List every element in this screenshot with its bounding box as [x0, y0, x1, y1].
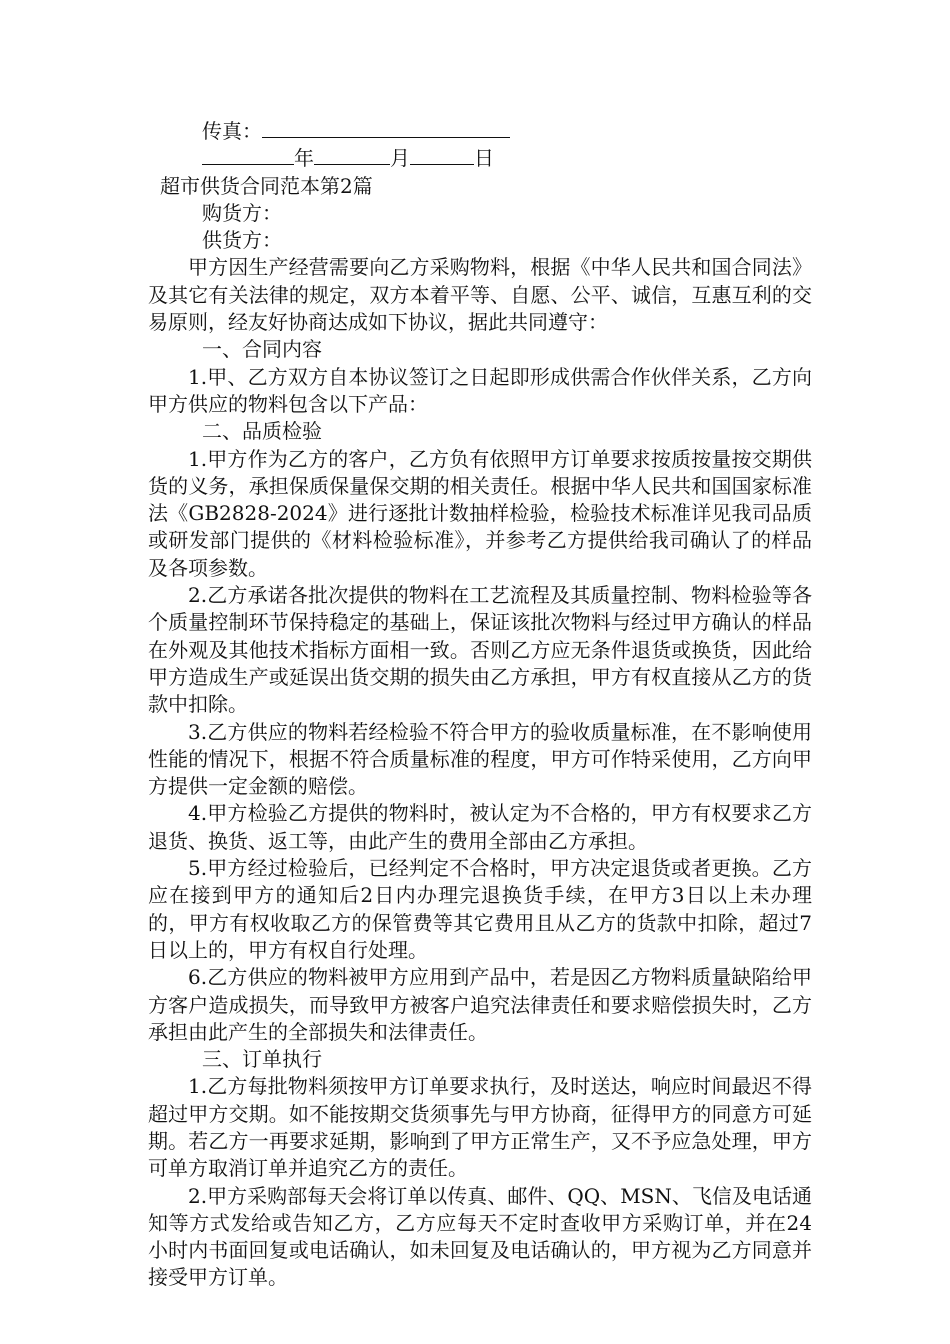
clause-paragraph: 2.乙方承诺各批次提供的物料在工艺流程及其质量控制、物料检验等各个质量控制环节保持稳定的基础上，保证该批次物料与经过甲方确认的样品在外观及其他技术指标方面相一致。否则乙方应无条件退货或换货，因此给甲方造成生产或延误出货交期的损失由乙方承担，甲方有权直接从乙方的货款中扣除。: [148, 583, 812, 717]
section-heading: 二、品质检验: [202, 419, 322, 444]
clause-paragraph: 1.甲方作为乙方的客户，乙方负有依照甲方订单要求按质按量按交期供货的义务，承担保质保量保交期的相关责任。根据中华人民共和国国家标准法《GB2828-2024》进行逐批计数抽样检验，检验技术标准详见我司品质或研发部门提供的《材料检验标准》，并参考乙方提供给我司确认了的样品及各项参数。: [148, 446, 812, 580]
month-label: 月: [390, 146, 410, 171]
clause-paragraph: 1.乙方每批物料须按甲方订单要求执行，及时送达，响应时间最迟不得超过甲方交期。如不能按期交货须事先与甲方协商，征得甲方的同意方可延期。若乙方一再要求延期，影响到了甲方正常生产，又不予应急处理，甲方可单方取消订单并追究乙方的责任。: [148, 1074, 812, 1181]
supplier-label: 供货方：: [202, 228, 282, 253]
month-blank: [314, 146, 390, 165]
clause-paragraph: 4.甲方检验乙方提供的物料时，被认定为不合格的，甲方有权要求乙方退货、换货、返工等，由此产生的费用全部由乙方承担。: [148, 801, 812, 853]
year-label: 年: [294, 146, 314, 171]
year-blank: [202, 146, 294, 165]
day-blank: [410, 146, 474, 165]
clause-paragraph: 5.甲方经过检验后，已经判定不合格时，甲方决定退货或者更换。乙方应在接到甲方的通知后2日内办理完退换货手续，在甲方3日以上未办理的，甲方有权收取乙方的保管费等其它费用且从乙方的货款中扣除，超过7日以上的，甲方有权自行处理。: [148, 856, 812, 962]
fax-label: 传真：: [202, 119, 262, 143]
buyer-label: 购货方：: [202, 200, 282, 225]
section-heading: 三、订单执行: [202, 1047, 322, 1072]
section-heading: 一、合同内容: [202, 337, 322, 362]
fax-line: [148, 118, 812, 145]
clause-paragraph: 6.乙方供应的物料被甲方应用到产品中，若是因乙方物料质量缺陷给甲方客户造成损失，而导致甲方被客户追究法律责任和要求赔偿损失时，乙方承担由此产生的全部损失和法律责任。: [148, 965, 812, 1044]
intro-paragraph: 甲方因生产经营需要向乙方采购物料，根据《中华人民共和国合同法》及其它有关法律的规定，双方本着平等、自愿、公平、诚信，互惠互利的交易原则，经友好协商达成如下协议，据此共同遵守：: [148, 255, 812, 335]
clause-paragraph: 2.甲方采购部每天会将订单以传真、邮件、QQ、MSN、飞信及电话通知等方式发给或告知乙方，乙方应每天不定时查收甲方采购订单，并在24小时内书面回复或电话确认，如未回复及电话确认的，甲方视为乙方同意并接受甲方订单。: [148, 1183, 812, 1290]
clause-paragraph: 3.乙方供应的物料若经检验不符合甲方的验收质量标准，在不影响使用性能的情况下，根据不符合质量标准的程度，甲方可作特采使用，乙方向甲方提供一定金额的赔偿。: [148, 719, 812, 799]
document-title: 超市供货合同范本第2篇: [160, 173, 373, 198]
date-line: [148, 145, 812, 172]
clause-paragraph: 1.甲、乙方双方自本协议签订之日起即形成供需合作伙伴关系，乙方向甲方供应的物料包含以下产品：: [148, 364, 812, 416]
fax-blank: [262, 119, 510, 138]
day-label: 日: [474, 146, 494, 171]
